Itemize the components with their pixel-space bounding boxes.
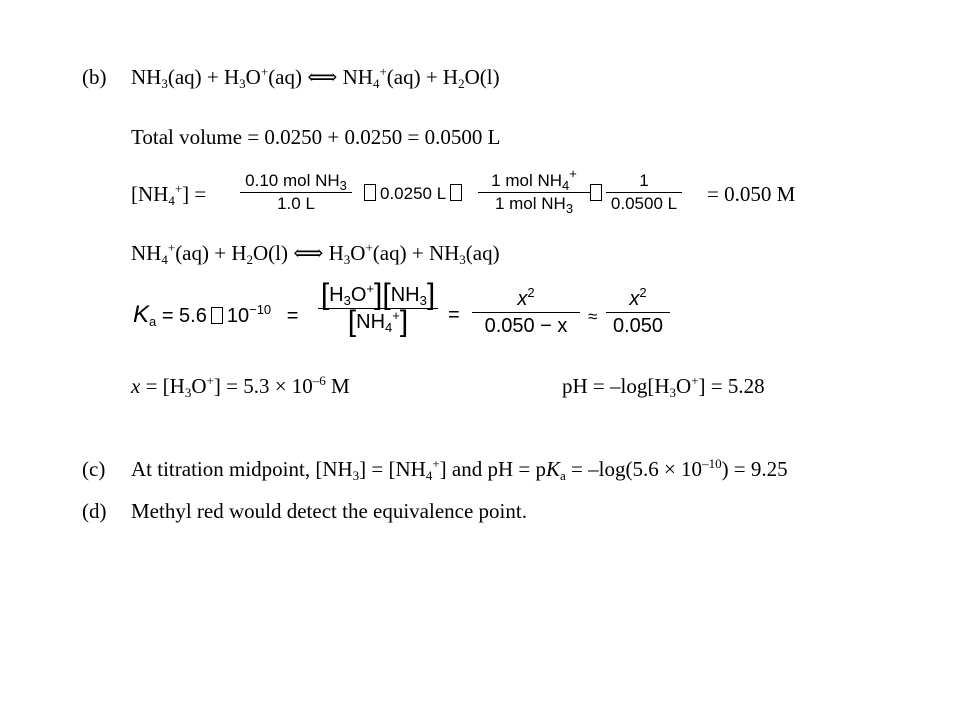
times-box — [586, 183, 606, 205]
times-box — [450, 184, 462, 201]
neutralization-reaction: $NH_3(aq) + H_3O^+(aq)$ ⟺ $NH_4^+(aq) + H_2O(l)$ — [131, 64, 500, 91]
part-d-marker: (d) — [82, 499, 107, 523]
fraction-inverse-volume: 1 0.0500 L — [606, 170, 682, 215]
ka-lhs: $K_a = 5.6$ $10^{-10}$ = — [133, 301, 299, 329]
fraction-mol-ratio: 1 mol $NH_4^+$ 1 mol $NH_3$ — [478, 170, 590, 215]
fraction-moles-per-liter: 0.10 mol $NH_3$ 1.0 L — [240, 170, 352, 215]
times-box — [364, 184, 376, 201]
indicator-statement: Methyl red would detect the equivalence point. — [131, 499, 527, 523]
times-box — [211, 307, 223, 324]
part-c-marker: (c) — [82, 457, 106, 481]
midpoint-statement: At titration midpoint, $[NH_3] = [NH_4^+]$ and pH = $pK_a = -\log(5.6 \times 10^{-10}) = 9.25$ — [131, 456, 788, 483]
ammonium-conc-result: = 0.050 M — [707, 182, 796, 206]
ka-x-fraction: $x^2$ 0.050 − x — [472, 286, 580, 339]
ka-equals: = — [448, 304, 460, 326]
part-b-marker: (b) — [82, 65, 107, 89]
x-result: $x = [H_3O^+] = 5.3 \times 10^{-6}$ M — [131, 373, 350, 400]
multiply-volume: 0.0250 L — [360, 183, 466, 205]
approx-sign: ≈ — [588, 307, 598, 326]
ph-result: pH = $-\log[H_3O^+] = 5.28$ — [562, 373, 765, 400]
ka-x-approx-fraction: $x^2$ 0.050 — [606, 286, 670, 339]
ka-concentration-fraction: $[H_3O^+][NH_3]$ $[NH_4^+]$ — [318, 282, 438, 335]
total-volume: Total volume = 0.0250 + 0.0250 = 0.0500 L — [131, 125, 501, 149]
ammonium-conc-lhs: $[NH_4^+]$ = — [131, 181, 207, 208]
hydrolysis-reaction: $NH_4^+(aq) + H_2O(l)$ ⟺ $H_3O^+(aq) + NH_3(aq)$ — [131, 240, 500, 267]
